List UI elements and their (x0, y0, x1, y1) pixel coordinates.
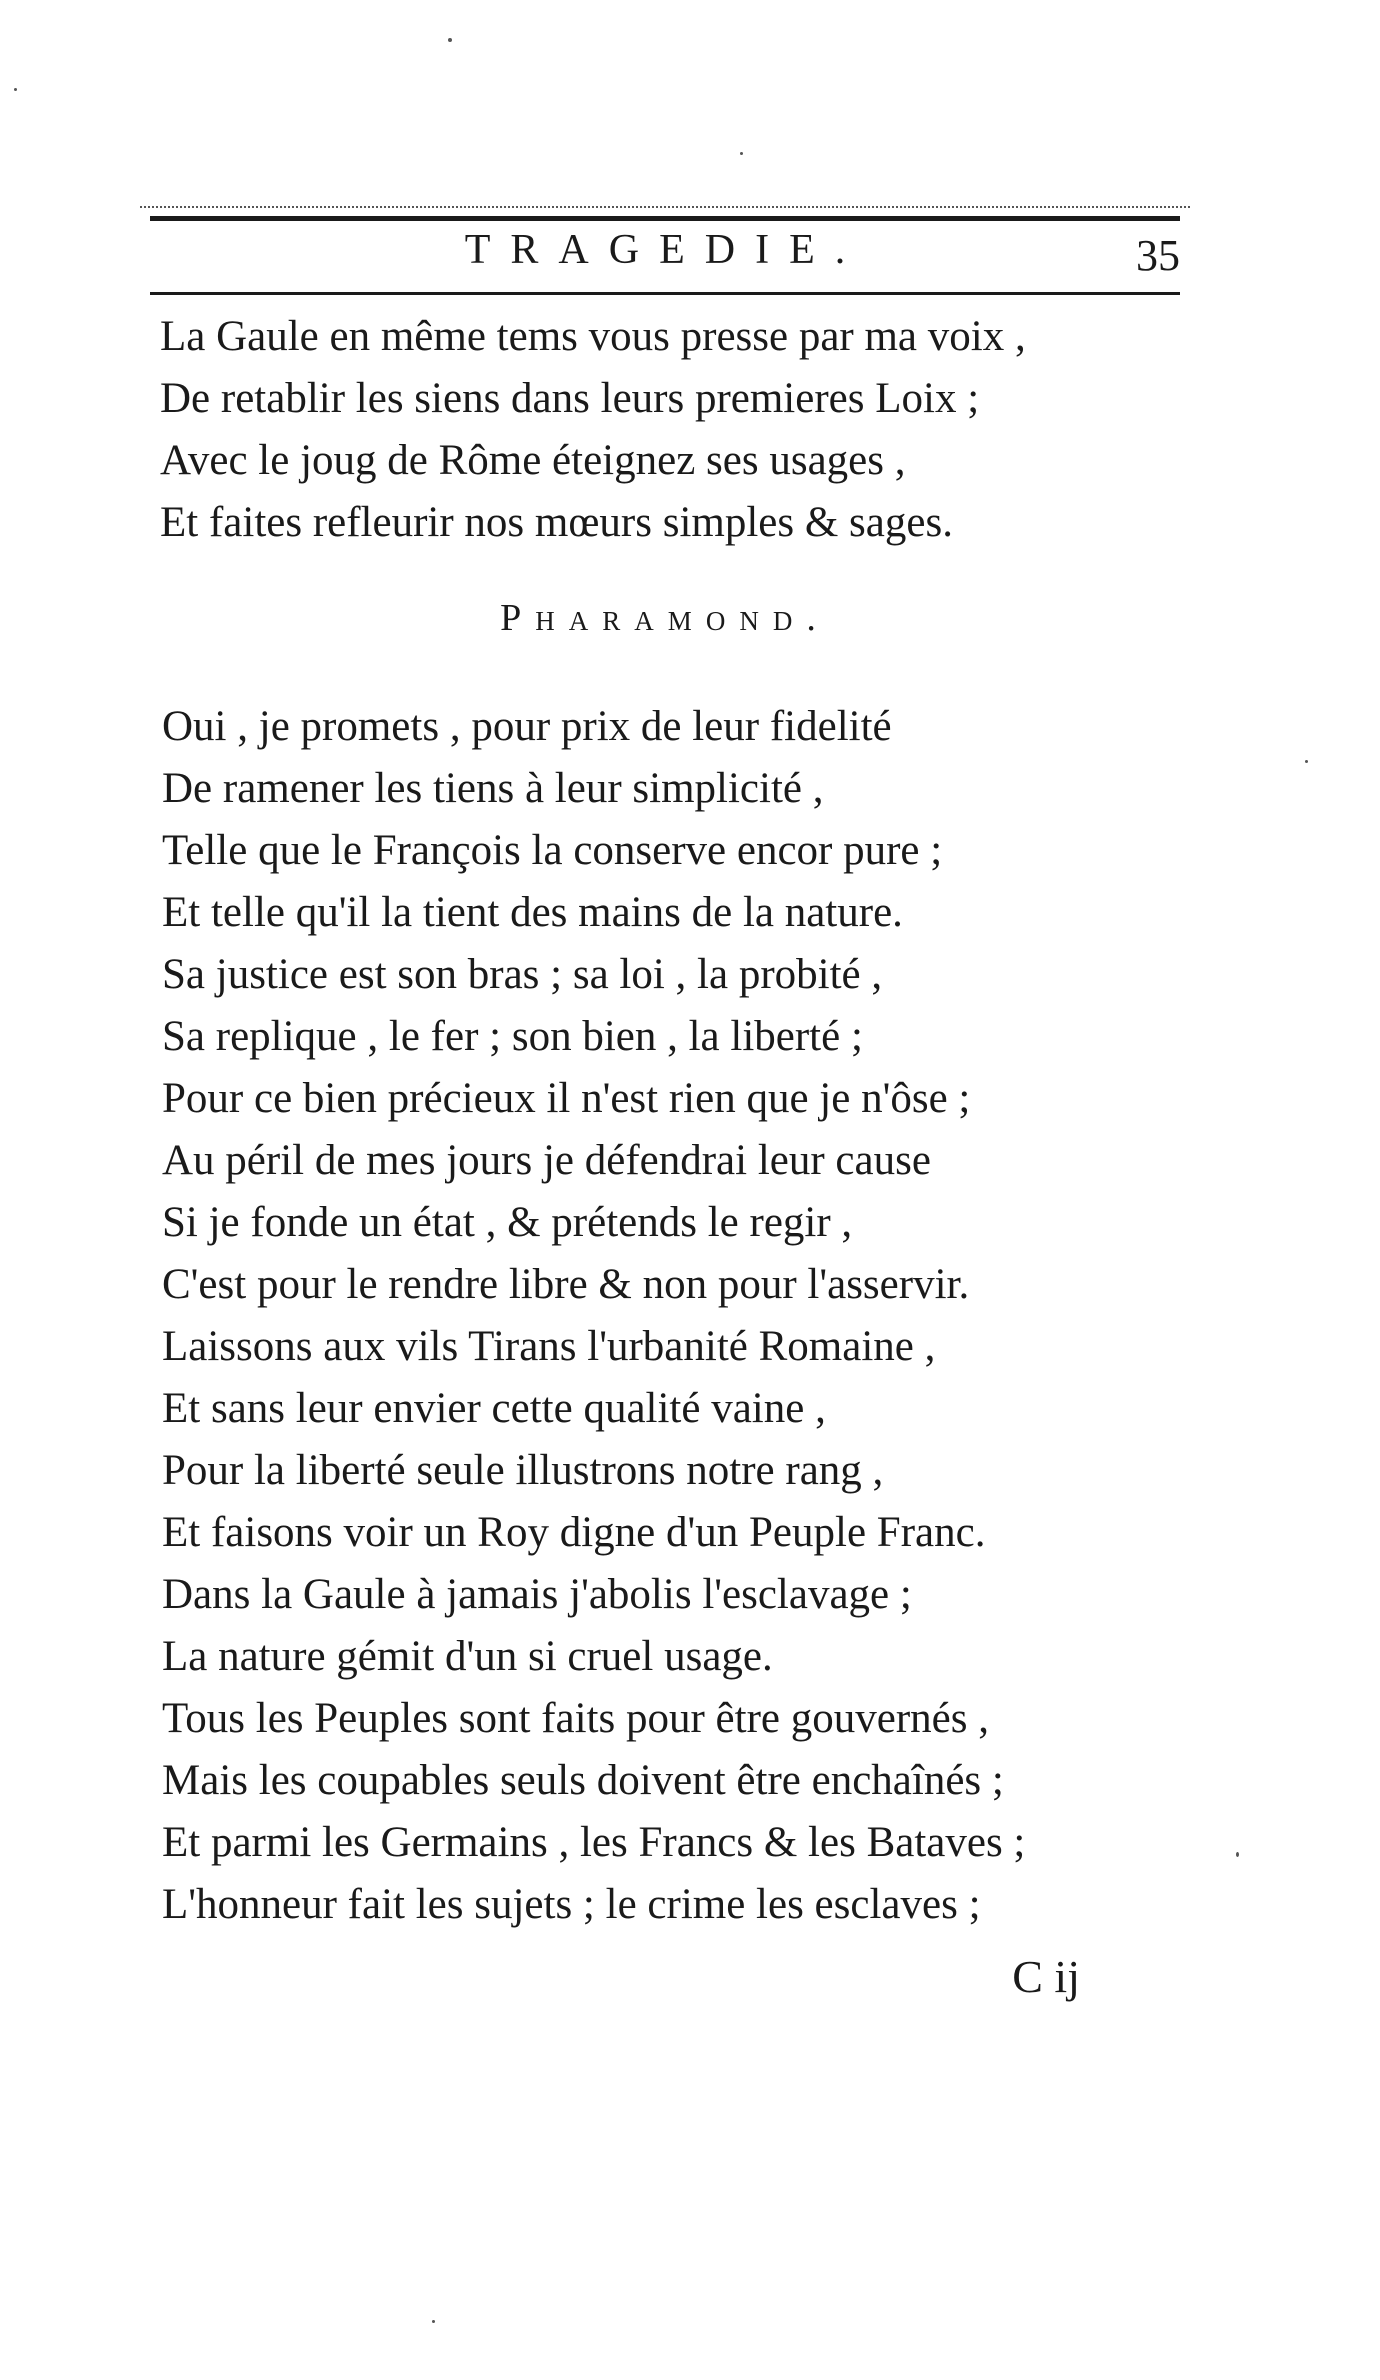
verse-line: La nature gémit d'un si cruel usage. (162, 1633, 773, 1680)
verse-line: Sa justice est son bras ; sa loi , la probité , (162, 951, 883, 998)
verse-line: Si je fonde un état , & prétends le regir , (162, 1199, 853, 1246)
verse-line: Et parmi les Germains , les Francs & les Bataves ; (162, 1819, 1026, 1866)
catchword-signature: C ij (1012, 1951, 1080, 2002)
paper-speck (1236, 1852, 1239, 1857)
verse-line: Pour la liberté seule illustrons notre rang , (162, 1447, 884, 1494)
verse-line: Tous les Peuples sont faits pour être gouvernés , (162, 1695, 989, 1742)
verse-line: La Gaule en même tems vous presse par ma voix , (160, 313, 1026, 360)
header-bottom-rule (150, 292, 1180, 295)
paper-speck (740, 152, 743, 155)
running-title: TRAGEDIE. (464, 227, 866, 273)
running-head (150, 224, 1180, 288)
verse-line: Au péril de mes jours je défendrai leur cause (162, 1137, 931, 1184)
verse-line: Laissons aux vils Tirans l'urbanité Romaine , (162, 1323, 936, 1370)
page-number: 35 (1136, 231, 1180, 280)
speaker-name: Pharamond. (500, 597, 830, 639)
verse-block-after (162, 696, 1182, 1936)
paper-speck (14, 88, 17, 91)
verse-line: Et telle qu'il la tient des mains de la nature. (162, 889, 903, 936)
verse-line: De retablir les siens dans leurs premieres Loix ; (160, 375, 980, 422)
verse-line: L'honneur fait les sujets ; le crime les esclaves ; (162, 1881, 981, 1928)
paper-speck (448, 38, 452, 42)
verse-line: Pour ce bien précieux il n'est rien que je n'ôse ; (162, 1075, 971, 1122)
verse-line: Mais les coupables seuls doivent être enchaînés ; (162, 1757, 1004, 1804)
verse-line: Et faisons voir un Roy digne d'un Peuple Franc. (162, 1509, 986, 1556)
paper-speck (432, 2320, 435, 2323)
verse-line: Sa replique , le fer ; son bien , la liberté ; (162, 1013, 863, 1060)
verse-line: Et faites refleurir nos mœurs simples & sages. (160, 499, 953, 546)
header-top-rule (150, 216, 1180, 221)
verse-block-before (160, 306, 1180, 554)
header-dotted-rule (140, 206, 1190, 209)
verse-line: Avec le joug de Rôme éteignez ses usages , (160, 437, 906, 484)
verse-line: Telle que le François la conserve encor pure ; (162, 827, 943, 874)
paper-speck (1305, 760, 1308, 763)
verse-line: Dans la Gaule à jamais j'abolis l'esclavage ; (162, 1571, 912, 1618)
verse-line: Et sans leur envier cette qualité vaine , (162, 1385, 826, 1432)
verse-line: Oui , je promets , pour prix de leur fidelité (162, 703, 892, 750)
verse-line: C'est pour le rendre libre & non pour l'asservir. (162, 1261, 970, 1308)
verse-line: De ramener les tiens à leur simplicité , (162, 765, 824, 812)
